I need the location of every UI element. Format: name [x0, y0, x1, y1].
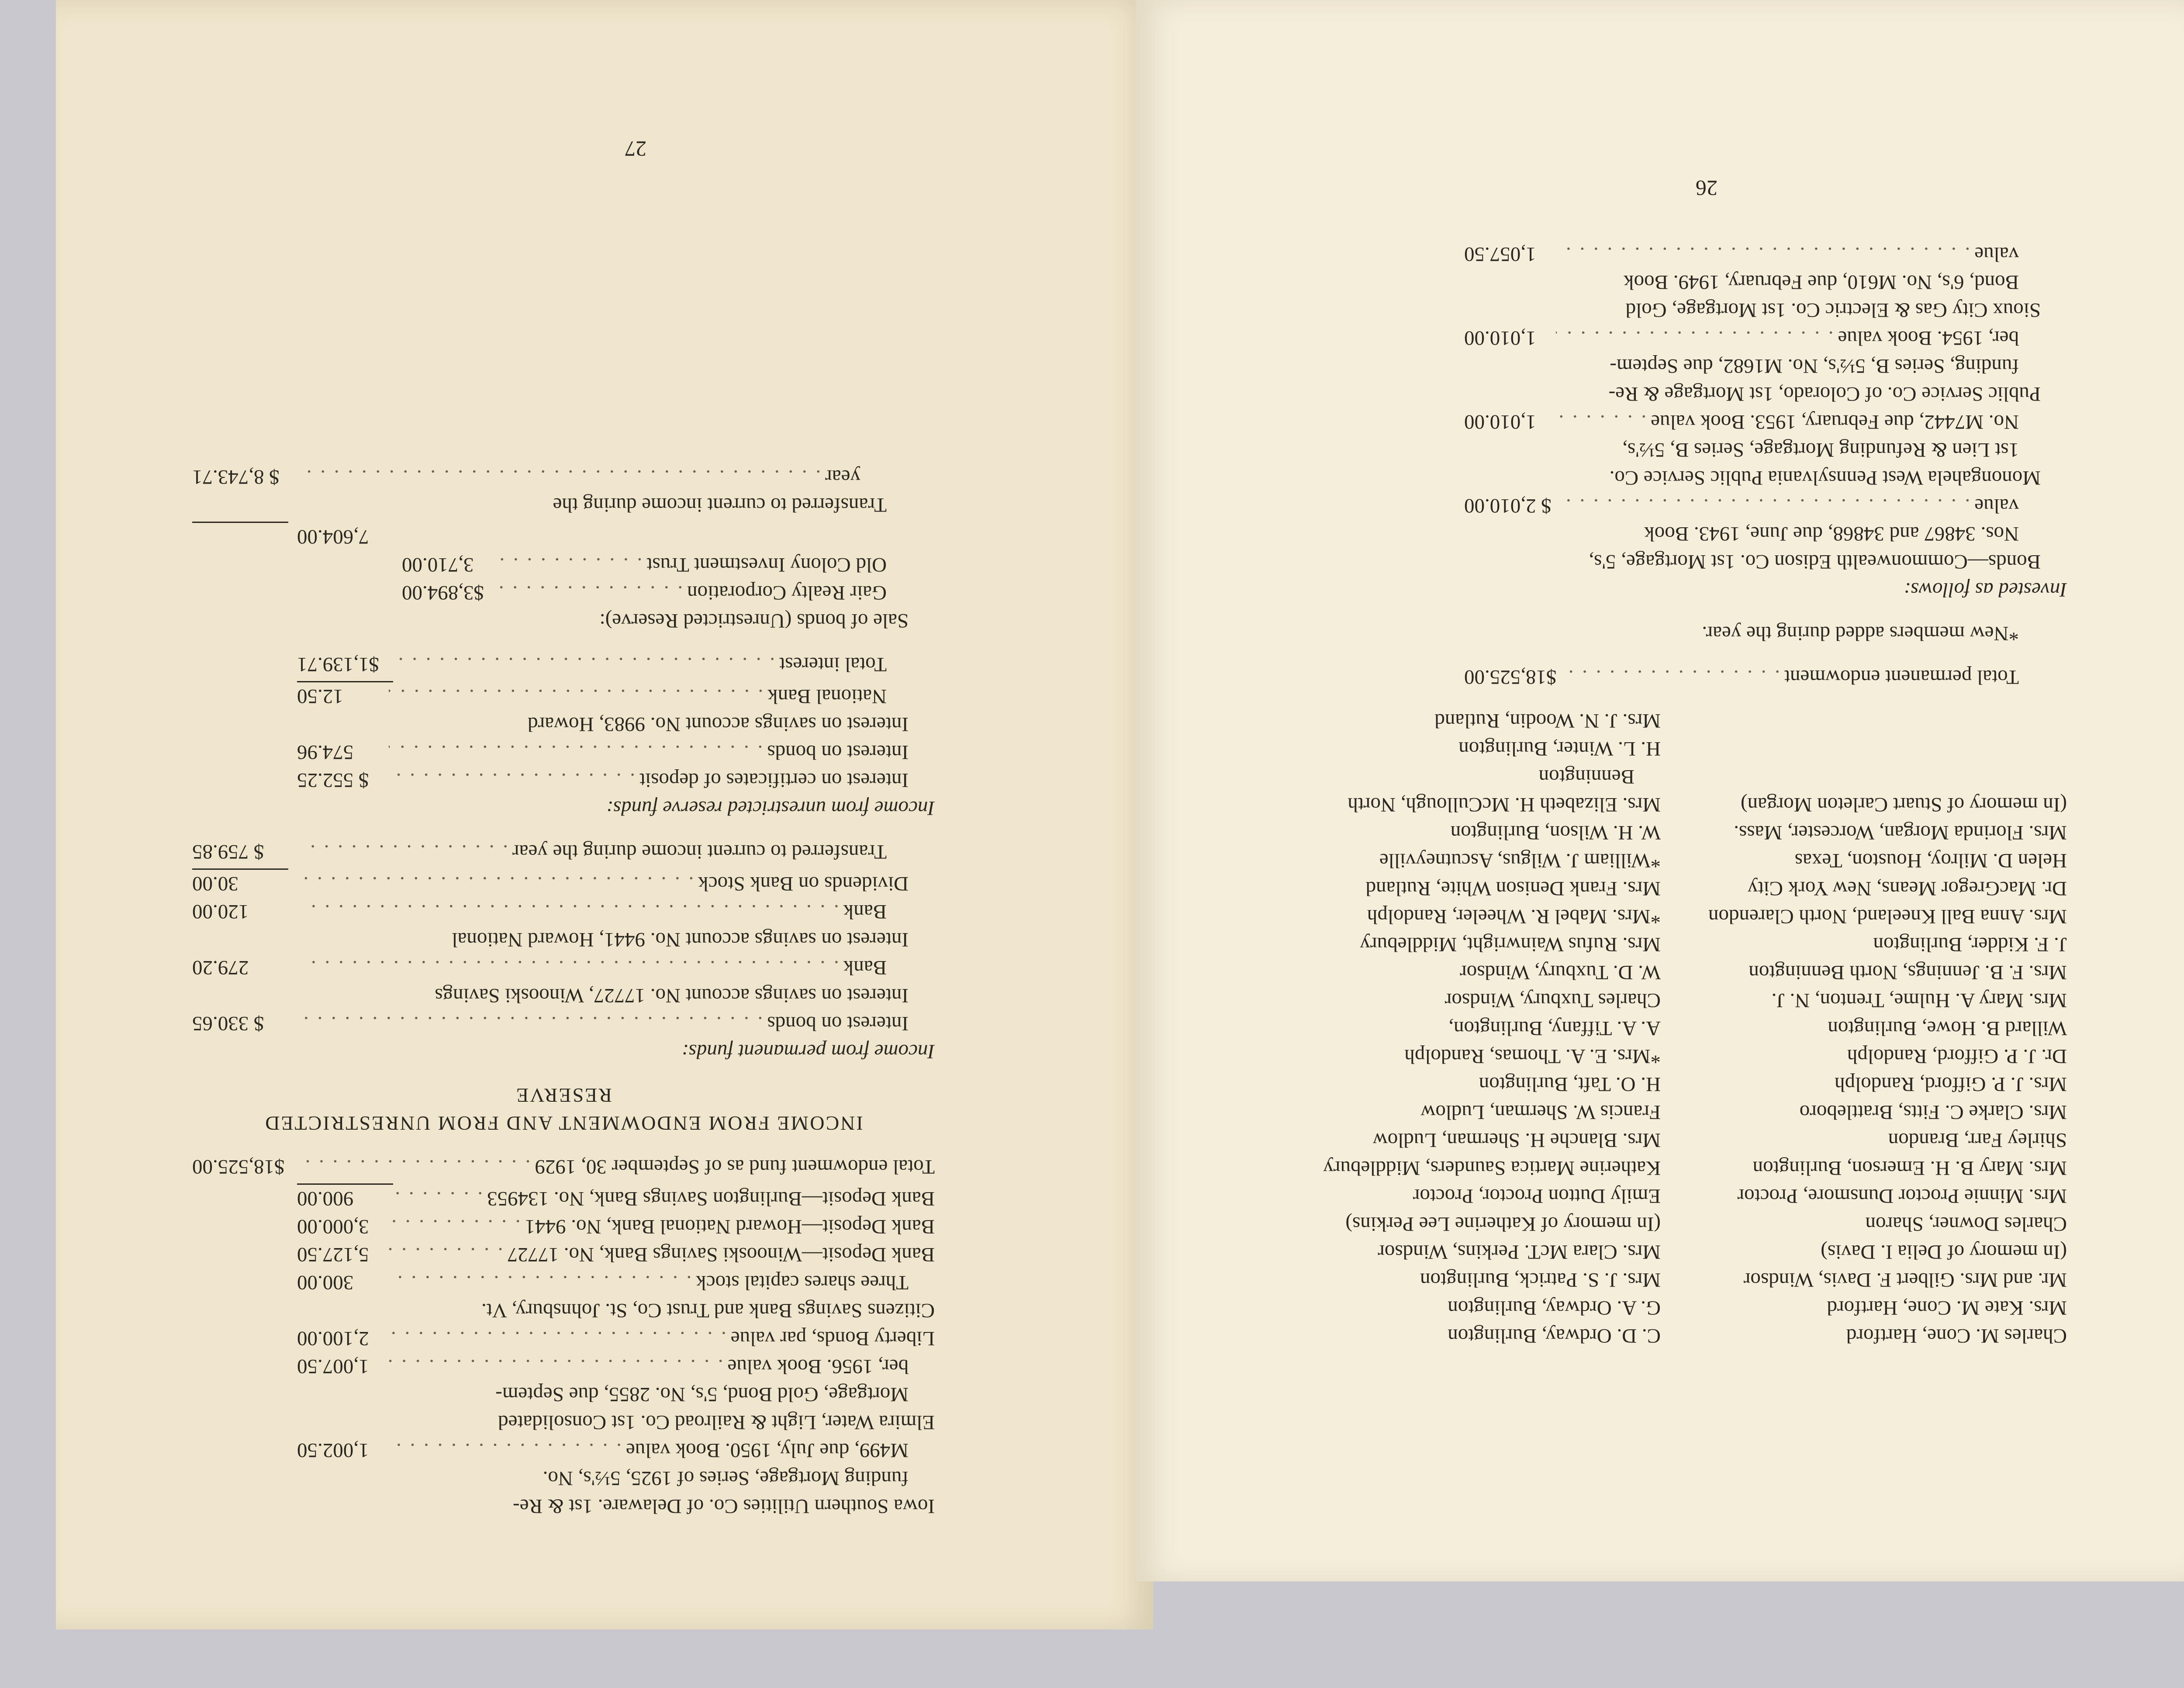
bond-line: Public Service Co. of Colorado, 1st Mortgage & Re-	[1608, 383, 2041, 405]
income-line: Interest on savings account No. 17727, Winooski Savings	[435, 984, 909, 1007]
income-line: Interest on bonds . . . $ 330.65	[192, 1010, 935, 1038]
holding-line: Bank Deposit—Howard National Bank, No. 9441 . . . 3,000.00	[192, 1213, 935, 1241]
bond-line: 1st Lien & Refunding Mortgage, Series B, 5½'s,	[1622, 439, 2019, 461]
total-permanent-line: Total permanent endowment . . . $18,525.00	[1254, 663, 2067, 691]
bond-line: value . . . 1,057.50	[1254, 240, 2067, 268]
sale-of-bonds-label: Sale of bonds (Unrestricted Reserve):	[599, 609, 909, 632]
bond-line: value . . . $ 2,010.00	[1254, 492, 2067, 520]
member-name: Mrs. Rufus Wainwright, Middlebury	[1360, 933, 1661, 956]
holding-line: Bank Deposit—Winooski Savings Bank, No. 17727 . . . 5,127.50	[192, 1241, 935, 1269]
member-name: Mrs. Minnie Proctor Dunsmore, Proctor	[1737, 1185, 2067, 1207]
holding-line: ber, 1956. Book value . . . 1,007.50	[192, 1352, 935, 1380]
member-name: Dr. J. P. Gifford, Randolph	[1847, 1045, 2067, 1068]
left-page-text	[192, 463, 935, 1520]
invested-label: Invested as follows:	[1904, 578, 2067, 601]
unrestricted-funds-label: Income from unrestricted reserve funds:	[606, 797, 935, 820]
member-name: Mrs. Anna Ball Kneeland, North Clarendon	[1708, 905, 2067, 928]
member-name: H. O. Taft, Burlington	[1479, 1073, 1661, 1096]
member-name: Dr. MacGregor Means, New York City	[1747, 877, 2067, 900]
member-name: Mrs. F. B. Jennings, North Bennington	[1749, 961, 2067, 984]
member-name: Charles Tuxbury, Windsor	[1444, 989, 1661, 1012]
page-number: 26	[1696, 176, 1717, 201]
member-name: Francis W. Sherman, Ludlow	[1420, 1101, 1661, 1124]
bond-line: Monongahela West Pennsylvania Public Service Co.	[1609, 467, 2041, 489]
member-name: Mrs. Mary B. H. Emerson, Burlington	[1752, 1157, 2067, 1180]
bond-line: ber, 1954. Book value . . . 1,010.00	[1254, 324, 2067, 352]
income-line: Bank . . . 120.00	[192, 898, 935, 926]
page-number: 27	[625, 137, 646, 161]
member-name: (In memory of Katherine Lee Perkins)	[1345, 1213, 1661, 1235]
member-name: Mrs. J. P. Gifford, Randolph	[1835, 1073, 2067, 1096]
member-name: Willard B. Howe, Burlington	[1828, 1017, 2067, 1040]
member-name: Mrs. Frank Denison White, Rutland	[1365, 877, 1661, 900]
section-heading-line2: RESERVE	[515, 1084, 612, 1107]
income-line: Dividends on Bank Stock . . . 30.00	[192, 870, 935, 898]
holding-line: Mortgage, Gold Bond, 5's, No. 2855, due Septem-	[495, 1383, 909, 1406]
member-name-columns	[1254, 707, 2067, 1350]
final-transfer-line: year . . . $ 8,743.71	[192, 463, 935, 491]
member-name: Mrs. Kate M. Cone, Hartford	[1827, 1297, 2067, 1319]
holding-line: Three shares capital stock . . . 300.00	[192, 1269, 935, 1297]
member-name: Mrs. Mary A. Hulme, Trenton, N. J.	[1771, 989, 2067, 1012]
member-name: Mrs. Blanche H. Sherman, Ludlow	[1372, 1129, 1661, 1152]
sale-line: Old Colony Investment Trust . . . 3,710.00	[192, 551, 935, 579]
income-line: Interest on savings account No. 9441, Howard National	[452, 928, 909, 951]
income-line: Interest on certificates of deposit . . . $ 552.25	[192, 766, 935, 794]
member-name: Charles Downer, Sharon	[1865, 1213, 2067, 1235]
total-endowment-line: Total endowment fund as of September 30, 1929 . . . $18,525.00	[192, 1153, 935, 1181]
bond-line: No. M7442, due February, 1953. Book value . . . 1,010.00	[1254, 408, 2067, 436]
member-name: Mrs. J. N. Woodin, Rutland	[1434, 709, 1661, 732]
final-transfer-line: Transferred to current income during the	[553, 494, 887, 516]
bond-line: Bonds—Commonwealth Edison Co. 1st Mortgage, 5's,	[1589, 550, 2041, 573]
bond-line: Bond, 6's, No. M610, due February, 1949. Book	[1624, 271, 2019, 294]
member-name: (In memory of Delia I. Davis)	[1821, 1241, 2067, 1263]
holding-line: M499, due July, 1950. Book value . . . 1,002.50	[192, 1436, 935, 1464]
permanent-transfer-line: Transferred to current income during the year . . . $ 759.85	[192, 838, 935, 866]
section-heading: INCOME FROM ENDOWMENT AND FROM UNRESTRICTED	[264, 1112, 863, 1135]
sum-rule	[192, 678, 935, 682]
income-line: Interest on savings account No. 9983, Howard	[528, 713, 909, 736]
member-name: Mr. and Mrs. Gilbert F. Davis, Windsor	[1743, 1269, 2067, 1291]
member-name: G. A. Ordway, Burlington	[1448, 1297, 1661, 1319]
member-name: Mrs. Elizabeth H. McCullough, North Bennington	[1348, 765, 1661, 816]
member-name: A. A. Tiffany, Burlington,	[1448, 1017, 1661, 1040]
bond-line: Sioux City Gas & Electric Co. 1st Mortgage, Gold	[1625, 299, 2041, 322]
sum-rule	[192, 866, 935, 870]
sum-rule	[192, 1181, 935, 1185]
income-line: Interest on bonds . . . 574.96	[192, 738, 935, 766]
sale-total-line: 7,604.00	[297, 526, 369, 548]
income-line: National Bank . . . 12.50	[192, 682, 935, 710]
member-name: C. D. Ordway, Burlington	[1448, 1325, 1661, 1347]
sale-line: Gair Realty Corporation . . . $3,894.00	[192, 579, 935, 607]
member-name: Helen D. Milroy, Houston, Texas	[1794, 849, 2067, 872]
member-name: Mrs. Florinda Morgan, Worcester, Mass.	[1734, 821, 2067, 844]
member-name: Mrs. J. S. Patrick, Burlington	[1420, 1269, 1661, 1291]
member-name: W. D. Tuxbury, Windsor	[1460, 961, 1661, 984]
member-name: Shirley Farr, Brandon	[1888, 1129, 2067, 1152]
permanent-funds-label: Income from permanent funds:	[681, 1040, 935, 1063]
right-page-text	[1254, 240, 2067, 1350]
member-column-left	[1661, 707, 2067, 1350]
sum-rule	[192, 519, 935, 523]
holding-line: Iowa Southern Utilities Co. of Delaware. 1st & Re-	[513, 1495, 935, 1518]
right-page-rotated-content	[1136, 0, 2184, 1581]
holding-line: Elmira Water, Light & Railroad Co. 1st Consolidated	[498, 1411, 935, 1434]
member-name: Emily Dutton Proctor, Proctor	[1413, 1185, 1661, 1207]
member-name: Katherine Martica Saunders, Middlebury	[1323, 1157, 1661, 1180]
income-line: Bank . . . 279.20	[192, 954, 935, 982]
total-interest-line: Total interest . . . $1,139.71	[192, 650, 935, 678]
member-column-right	[1254, 707, 1661, 1350]
member-name: Mrs. Clarke C. Fitts, Brattleboro	[1799, 1101, 2067, 1124]
left-page	[56, 0, 1153, 1629]
member-name: *Mrs. Mabel R. Wheeler, Randolph	[1367, 905, 1661, 928]
member-name: J. F. Kidder, Burlington	[1873, 933, 2067, 956]
left-page-rotated-content	[56, 0, 1153, 1629]
member-name: *Mrs. E. A. Thomas, Randolph	[1404, 1045, 1661, 1068]
member-name: H. L. Winter, Burlington	[1458, 737, 1661, 760]
member-name: W. H. Wilson, Burlington	[1450, 821, 1661, 844]
holding-line: Bank Deposit—Burlington Savings Bank, No. 134953 . . . 900.00	[192, 1185, 935, 1213]
member-name: *William J. Wilgus, Ascutneyville	[1379, 849, 1661, 872]
holding-line: Liberty Bonds, par value . . . 2,100.00	[192, 1325, 935, 1352]
holding-line: funding Mortgage, Series of 1925, 5½'s, No.	[543, 1467, 909, 1490]
right-page	[1136, 0, 2184, 1581]
bond-line: funding, Series B, 5½'s, No. M1682, due Septem-	[1610, 355, 2019, 377]
holding-line: Citizens Savings Bank and Trust Co, St. Johnsbury, Vt.	[481, 1299, 935, 1322]
member-name: Mrs. Clara McT. Perkins, Windsor	[1378, 1241, 1661, 1263]
member-name: (In memory of Stuart Carleton Morgan)	[1740, 793, 2067, 816]
new-members-note: *New members added during the year.	[1702, 622, 2019, 645]
member-name: Charles M. Cone, Hartford	[1846, 1325, 2067, 1347]
bond-line: Nos. 34867 and 34868, due June, 1943. Book	[1644, 522, 2019, 545]
